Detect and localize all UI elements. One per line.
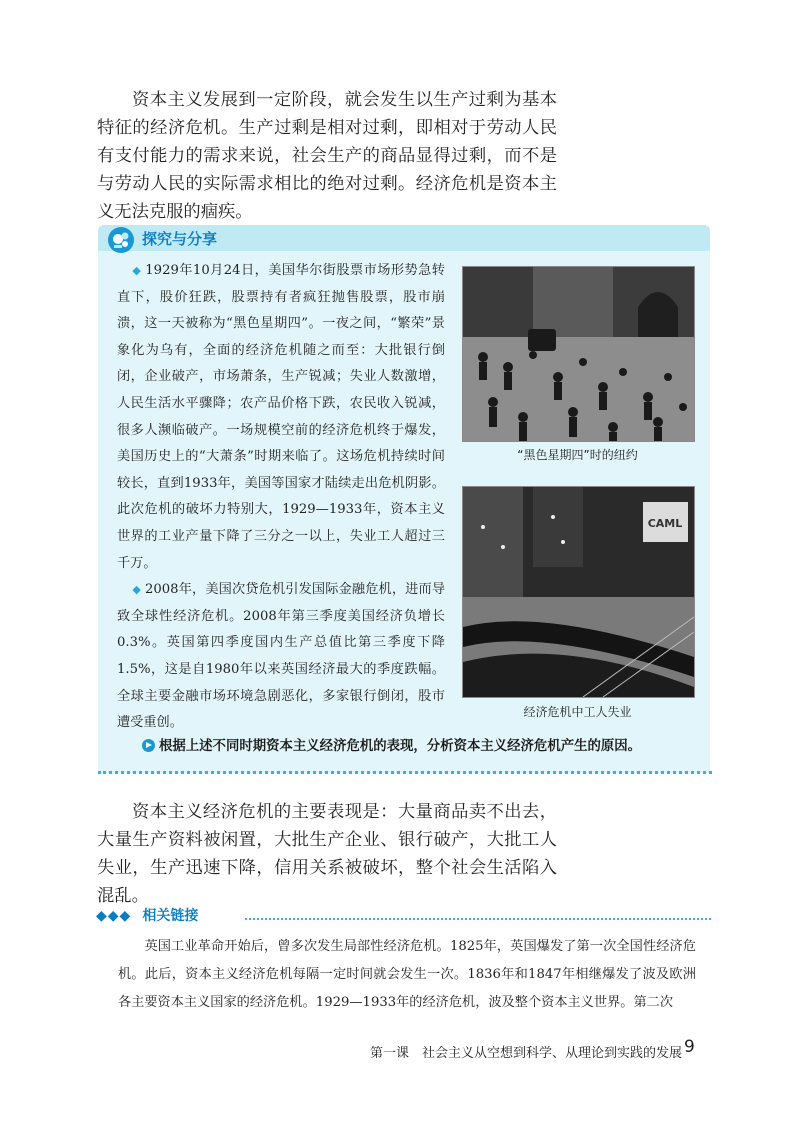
related-links-title: 相关链接 [142, 908, 199, 924]
page-number: 9 [684, 1037, 695, 1057]
explore-share-header [98, 225, 710, 251]
related-links-text: 英国工业革命开始后，曾多次发生局部性经济危机。1825年，英国爆发了第一次全国性经济危机。此后，资本主义经济危机每隔一定时间就会发生一次。1836年和1847年相继爆发了波及欧洲各主要资本主义国家的经济危机。1929—1933年的经济危机，波及整个资本主义世界。第二次 [118, 939, 696, 1010]
bullet-icon: ◆ [132, 583, 141, 597]
related-links-header [96, 905, 198, 927]
unemployed-workers-caption: 经济危机中工人失业 [523, 705, 632, 719]
explore-share-divider [98, 771, 712, 774]
explore-share-title: 探究与分享 [142, 230, 218, 248]
bullet-icon: ◆ [132, 264, 142, 277]
explore-paragraph-2008: ◆ 2008年，美国次贷危机引发国际金融危机，进而导致全球性经济危机。2008年第三季度美国经济负增长0.3%。英国第四季度国内生产总值比第三季度下降1.5%，这是自1980年以来英国经济最大的季度跌幅。全球主要金融市场环境急剧恶化，多家银行倒闭，股市遭受重创。 [117, 582, 446, 731]
explore-share-icon [108, 227, 134, 253]
explore-share-text [117, 258, 445, 737]
related-links-divider [245, 918, 711, 920]
unemployed-workers-photo [462, 486, 695, 698]
diamond-icon: ◆◆◆ [96, 908, 132, 924]
black-thursday-caption: “黑色星期四”时的纽约 [517, 448, 638, 462]
photo-sign-text: CAML [647, 517, 683, 530]
explore-paragraph-1929: ◆ 1929年10月24日，美国华尔街股票市场形势急转直下，股价狂跌，股票持有者疯狂抛售股票，股市崩溃，这一天被称为“黑色星期四”。一夜之间，“繁荣”景象化为乌有，全面的经济危机随之而至：大批银行倒闭，企业破产，市场萧条，生产锐减；失业人数激增，人民生活水平骤降；农产品价格下跌，农民收入锐减，很多人濒临破产。一场规模空前的经济危机终于爆发，美国历史上的“大萧条”时期来临了。这场危机持续时间较长，直到1933年，美国等国家才陆续走出危机阴影。此次危机的破坏力特别大，1929—1933年，资本主义世界的工业产量下降了三分之一以上，失业工人超过三千万。 [117, 263, 445, 571]
chapter-footer: 第一课 社会主义从空想到科学、从理论到实践的发展 [370, 1046, 683, 1061]
black-thursday-photo [462, 266, 695, 442]
explore-question: 根据上述不同时期资本主义经济危机的表现，分析资本主义经济危机产生的原因。 [142, 735, 702, 754]
arrow-right-icon [142, 739, 155, 752]
intro-paragraph: 资本主义发展到一定阶段，就会发生以生产过剩为基本特征的经济危机。生产过剩是相对过剩，即相对于劳动人民有支付能力的需求来说，社会生产的商品显得过剩，而不是与劳动人民的实际需求相比的绝对过剩。经济危机是资本主义无法克服的痼疾。 [97, 90, 557, 222]
summary-paragraph: 资本主义经济危机的主要表现是：大量商品卖不出去，大量生产资料被闲置，大批生产企业、银行破产，大批工人失业，生产迅速下降，信用关系被破坏，整个社会生活陷入混乱。 [97, 802, 557, 906]
